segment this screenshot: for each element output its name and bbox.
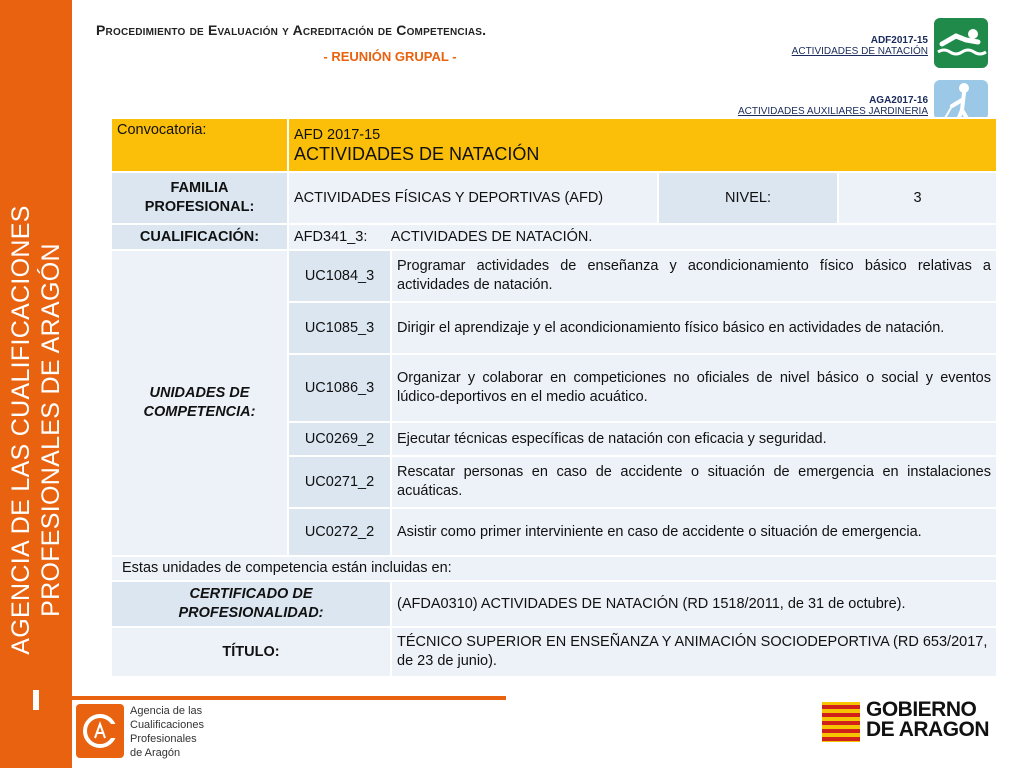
unit-description: Organizar y colaborar en competiciones no oficiales de nivel básico o social y eventos lúdico-deportivos en el medio acuático. [391,354,997,422]
code-block-natacion [792,35,928,57]
sidebar-title-line1: AGENCIA DE LAS CUALIFICACIONES [7,205,35,655]
page-subtitle: - REUNIÓN GRUPAL - [323,49,457,64]
government-line: GOBIERNO [866,698,977,721]
government-logo-text [866,700,989,740]
nivel-label: NIVEL: [658,172,838,224]
unit-code: UC1084_3 [288,250,391,302]
footer-divider [72,696,506,700]
government-line: DE ARAGON [866,718,990,741]
unit-code: UC0269_2 [288,422,391,456]
agency-name-line: de Aragón [130,747,181,759]
code-label: ADF2017-15 [870,35,928,46]
aragon-flag-icon [822,702,860,742]
unit-code: UC0271_2 [288,456,391,508]
table-row [111,627,997,677]
table-row [111,556,997,581]
titulo-label: TÍTULO: [111,627,391,677]
unit-code: UC0272_2 [288,508,391,556]
table-row [111,118,997,172]
titulo-value: TÉCNICO SUPERIOR EN ENSEÑANZA Y ANIMACIÓN SOCIODEPORTIVA (RD 653/2017, de 23 de junio). [391,627,997,677]
agency-name-line: Cualificaciones [130,719,204,731]
table-row [111,172,997,224]
nivel-value: 3 [838,172,997,224]
certificado-label: CERTIFICADO DE PROFESIONALIDAD: [111,581,391,627]
page-title: Procedimiento de Evaluación y Acreditación de Competencias. [96,22,487,38]
cualificacion-label: CUALIFICACIÓN: [111,224,288,250]
sidebar [0,0,72,768]
code-block-jardineria [738,95,928,117]
unit-description: Ejecutar técnicas específicas de natación con eficacia y seguridad. [391,422,997,456]
code-label: AGA2017-16 [869,95,928,106]
agency-name-line: Profesionales [130,733,197,745]
table-row [111,224,997,250]
unit-description: Dirigir el aprendizaje y el acondicionamiento físico básico en actividades de natación. [391,302,997,354]
certificado-value: (AFDA0310) ACTIVIDADES DE NATACIÓN (RD 1518/2011, de 31 de octubre). [391,581,997,627]
unit-code: UC1086_3 [288,354,391,422]
convocatoria-value [288,118,997,172]
swimmer-icon [934,18,988,68]
agency-name-line: Agencia de las [130,705,203,717]
agency-logo-icon [76,704,124,758]
competency-table [110,117,998,678]
agency-name [130,704,204,760]
unit-description: Rescatar personas en caso de accidente o situación de emergencia en instalaciones acuáticas. [391,456,997,508]
code-name: ACTIVIDADES AUXILIARES JARDINERIA [737,106,928,117]
unit-description: Asistir como primer interviniente en caso de accidente o situación de emergencia. [391,508,997,556]
cualificacion-value: AFD341_3: ACTIVIDADES DE NATACIÓN. [288,224,997,250]
code-name: ACTIVIDADES DE NATACIÓN [791,46,928,57]
convocatoria-name: ACTIVIDADES DE NATACIÓN [294,144,540,164]
sidebar-bar [33,690,39,710]
unit-description: Programar actividades de enseñanza y acondicionamiento físico básico relativas a actividades de natación. [391,250,997,302]
unidades-label: UNIDADES DE COMPETENCIA: [111,250,288,556]
familia-value: ACTIVIDADES FÍSICAS Y DEPORTIVAS (AFD) [288,172,658,224]
table-row [111,581,997,627]
convocatoria-code: AFD 2017-15 [294,127,381,143]
sidebar-title-line2: PROFESIONALES DE ARAGÓN [37,243,65,617]
included-note: Estas unidades de competencia están incluidas en: [111,556,997,581]
gardener-icon [934,80,988,120]
familia-label: FAMILIA PROFESIONAL: [111,172,288,224]
sidebar-title [6,205,66,654]
table-row [111,250,997,302]
unit-code: UC1085_3 [288,302,391,354]
convocatoria-label: Convocatoria: [111,118,288,172]
